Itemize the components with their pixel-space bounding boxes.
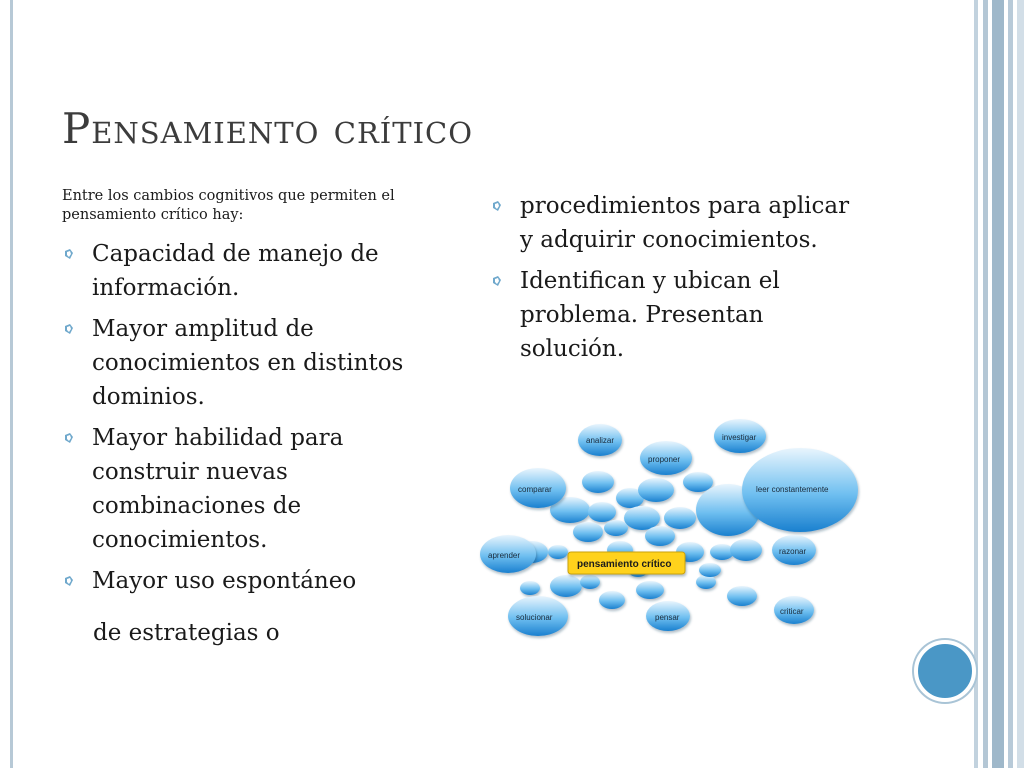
continuation-text: de estrategias o	[93, 620, 280, 646]
cloud-razonar	[772, 535, 816, 565]
cloud-solucionar	[508, 596, 568, 636]
list-item: Capacidad de manejo de información.	[62, 237, 452, 305]
svg-text:pensamiento crítico: pensamiento crítico	[577, 559, 672, 570]
bullet-icon	[62, 431, 76, 445]
cloud-investigar	[714, 419, 766, 453]
left-bullet-list	[62, 237, 452, 605]
bullet-icon	[62, 574, 76, 588]
right-decorative-bands	[974, 0, 1024, 768]
center-node	[568, 552, 685, 574]
bullet-icon	[490, 274, 504, 288]
svg-text:solucionar: solucionar	[516, 613, 553, 622]
decorative-circle	[914, 640, 976, 702]
cloud-proponer	[640, 441, 692, 475]
mind-map-cloud-diagram	[470, 410, 870, 645]
svg-text:pensar: pensar	[655, 613, 680, 622]
cloud-criticar	[774, 596, 814, 624]
list-item: Mayor amplitud de conocimientos en distintos dominios.	[62, 312, 452, 414]
svg-text:proponer: proponer	[648, 455, 681, 464]
bullet-icon	[62, 247, 76, 261]
right-bullet-list	[490, 189, 850, 373]
cloud-aprender	[480, 535, 536, 573]
cloud-analizar	[578, 424, 622, 456]
svg-text:criticar: criticar	[780, 607, 804, 616]
bullet-icon	[490, 199, 504, 213]
list-item: procedimientos para aplicar y adquirir conocimientos.	[490, 189, 850, 257]
list-item: Mayor uso espontáneo	[62, 564, 452, 598]
svg-text:comparar: comparar	[518, 485, 552, 494]
cloud-leer-constantemente	[742, 448, 858, 532]
svg-text:aprender: aprender	[488, 551, 521, 560]
left-frame-line	[10, 0, 13, 768]
svg-text:investigar: investigar	[722, 433, 757, 442]
svg-text:analizar: analizar	[586, 436, 615, 445]
intro-text: Entre los cambios cognitivos que permiten el pensamiento crítico hay:	[62, 188, 395, 223]
slide-title: Pensamiento crítico	[62, 104, 474, 153]
list-item: Identifican y ubican el problema. Presentan solución.	[490, 264, 850, 366]
cloud-pensar	[646, 601, 690, 631]
svg-text:razonar: razonar	[779, 547, 807, 556]
bullet-icon	[62, 322, 76, 336]
list-item: Mayor habilidad para construir nuevas combinaciones de conocimientos.	[62, 421, 452, 557]
svg-text:leer constantemente: leer constantemente	[756, 485, 829, 494]
cloud-comparar	[510, 468, 566, 508]
